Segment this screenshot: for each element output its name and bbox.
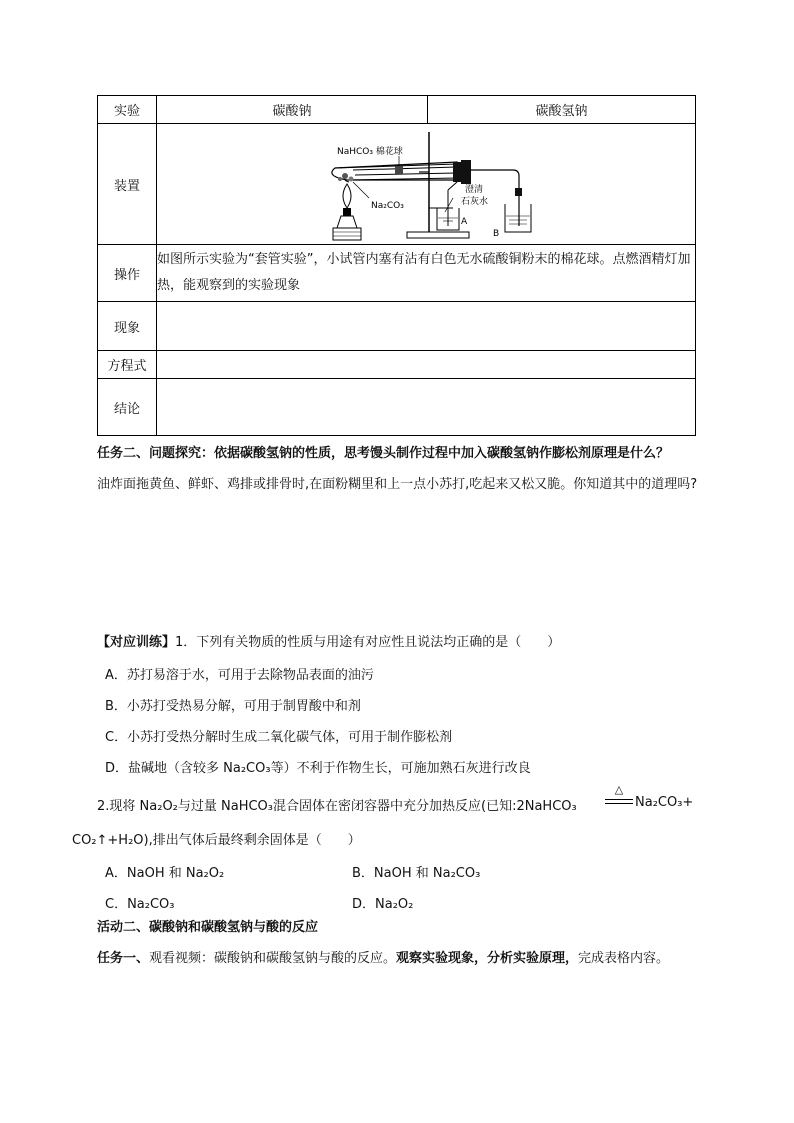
training-header: 【对应训练】 [97,635,176,650]
label-na2co3: Na₂CO₃ [371,201,404,211]
operation-text: 如图所示实验为“套管实验”，小试管内塞有沾有白色无水硫酸铜粉末的棉花球。点燃酒精灯加热，能观察到的实验现象 [157,245,696,302]
activity2-title: 活动二、碳酸钠和碳酸氢钠与酸的反应 [97,920,319,935]
conclusion-cell[interactable] [157,379,696,436]
header-sodium-carbonate: 碳酸钠 [157,96,428,124]
training-q1 [97,631,560,650]
label-limewater-1: 澄清 [465,185,484,195]
label-limewater-2: 石灰水 [461,197,489,207]
q2-equals-arrow [605,799,633,804]
phenomenon-cell[interactable] [157,302,696,351]
q1-option-c: C．小苏打受热分解时生成二氧化碳气体，可用于制作膨松剂 [105,730,453,745]
q2-line2: CO₂↑+H₂O),排出气体后最终剩余固体是（ ） [72,833,361,848]
label-beaker-b: B [493,229,500,239]
row-label-operation: 操作 [98,245,157,302]
q2-delta-sign: △ [614,783,624,796]
header-experiment: 实验 [98,96,157,124]
row-label-equation: 方程式 [98,351,157,379]
header-sodium-bicarbonate: 碳酸氢钠 [428,96,696,124]
task2-line2: 油炸面拖黄鱼、鲜虾、鸡排或排骨时,在面粉糊里和上一点小苏打,吃起来又松又脆。你知道其中的道理吗? [97,477,698,492]
equation-cell[interactable] [157,351,696,379]
label-nahco3-cotton: NaHCO₃ 棉花球 [337,147,403,157]
row-label-phenomenon: 现象 [98,302,157,351]
label-beaker-a: A [461,217,468,227]
task1-tail: 完成表格内容。 [578,951,670,966]
nested-tube-apparatus-figure [157,124,697,244]
task2-question: 依据碳酸氢钠的性质，思考馒头制作过程中加入碳酸氢钠作膨松剂原理是什么？ [214,446,670,461]
activity2-task1 [97,947,669,966]
task2-title: 任务二、问题探究： [97,446,215,461]
q2-line1: 2.现将 Na₂O₂与过量 NaHCO₃混合固体在密闭容器中充分加热反应(已知:2NaHCO₃ [97,799,577,814]
task1-text: 观看视频：碳酸钠和碳酸氢钠与酸的反应。 [149,951,397,966]
q2-option-d: D．Na₂O₂ [352,897,414,912]
q1-option-b: B．小苏打受热易分解，可用于制胃酸中和剂 [105,699,361,714]
experiment-table [97,95,696,436]
row-label-device: 装置 [98,124,157,245]
q1-option-a: A．苏打易溶于水，可用于去除物品表面的油污 [105,668,374,683]
training-q1-stem: 1．下列有关物质的性质与用途有对应性且说法均正确的是（ ） [175,635,561,650]
task1-prefix: 任务一、 [97,951,150,966]
q1-option-d: D．盐碱地（含较多 Na₂CO₃等）不利于作物生长，可施加熟石灰进行改良 [105,761,531,776]
task1-bold: 观察实验现象，分析实验原理， [396,951,579,966]
device-figure-cell [157,124,696,245]
row-label-conclusion: 结论 [98,379,157,436]
q2-option-c: C．Na₂CO₃ [105,897,175,912]
q2-eq-tail: Na₂CO₃+ [635,795,694,810]
q2-option-a: A．NaOH 和 Na₂O₂ [105,866,225,881]
q2-option-b: B．NaOH 和 Na₂CO₃ [352,866,481,881]
task2-line1 [97,442,669,461]
